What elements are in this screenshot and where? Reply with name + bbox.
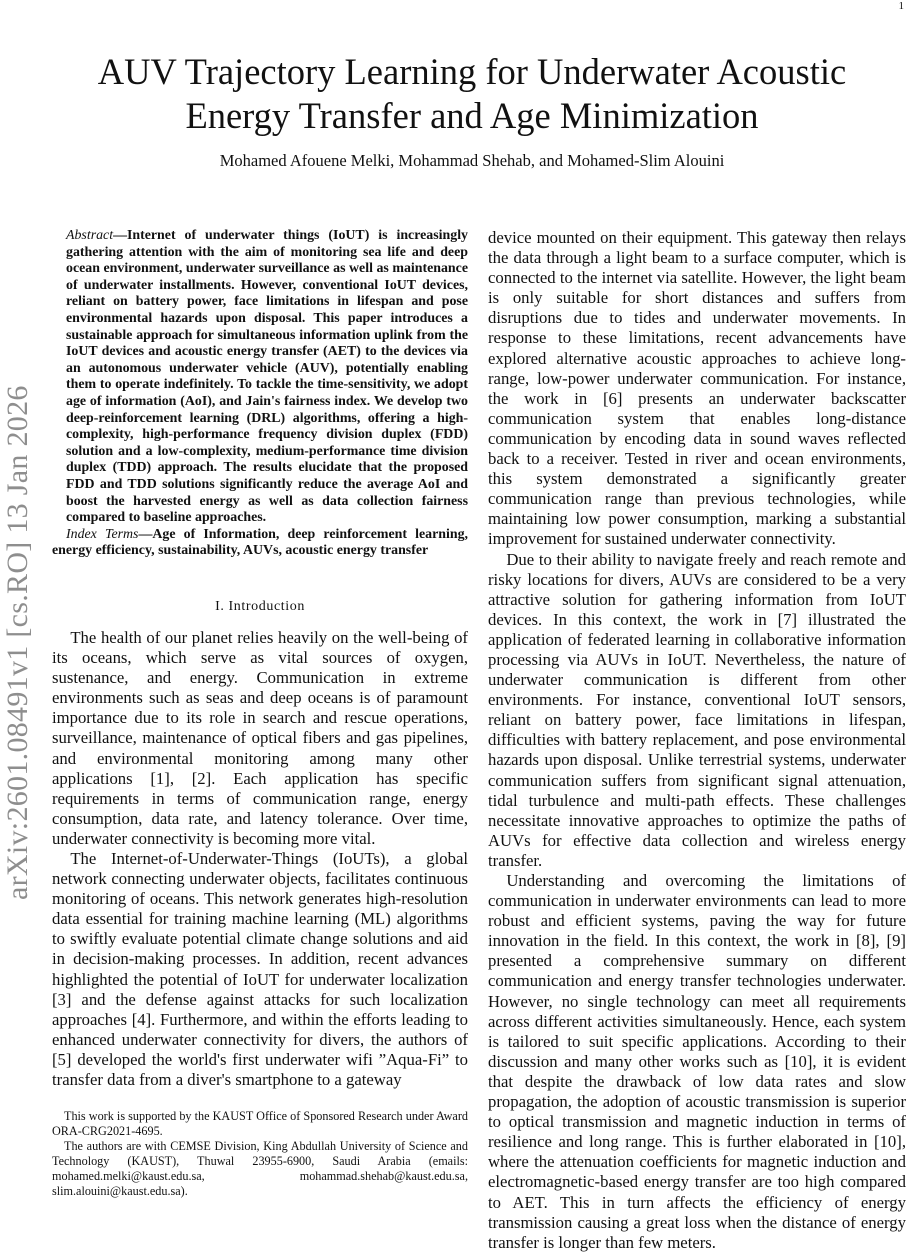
index-terms (52, 527, 468, 560)
body-paragraph: The Internet-of-Underwater-Things (IoUTs), a global network connecting underwater objects, facilitates continuous monitoring of oceans. This network generates high-resolution data essential for training machine learning (ML) algorithms to swiftly evaluate potential climate change solutions and aid in decision-making processes. In addition, recent advances highlighted the potential of IoUT for underwater localization [3] and the defense against attacks for such localization approaches [4]. Furthermore, and within the efforts leading to enhanced underwater connectivity for divers, the authors of [5] developed the world's first underwater wifi ”Aqua-Fi” to transfer data from a diver's smartphone to a gateway (52, 849, 468, 1090)
page-number: 1 (898, 0, 904, 12)
abstract-label: Abstract (66, 228, 114, 243)
right-column (488, 228, 906, 1253)
left-column (52, 228, 468, 1090)
body-paragraph: Understanding and overcoming the limitations of communication in underwater environments can lead to more robust and efficient systems, paving the way for future innovation in the field. In this context, the work in [8], [9] presented a comprehensive summary on different communication and energy transfer technologies underwater. However, no single technology can meet all requirements across different activities simultaneously. Hence, each system is tailored to suit specific applications. According to their discussion and many other works such as [10], it is evident that despite the drawback of low data rates and slow propagation, the adoption of acoustic transmission is superior to optical transmission and magnetic induction in terms of resilience and long range. This is further elaborated in [10], where the attenuation coefficients for magnetic induction and electromagnetic-based energy transfer are too high compared to AET. This in turn affects the efficiency of energy transmission causing a great loss when the distance of energy transfer is longer than few meters. (488, 871, 906, 1252)
footnote-funding: This work is supported by the KAUST Office of Sponsored Research under Award ORA-CRG2021-4695. (52, 1109, 468, 1138)
arxiv-identifier-stamp: arXiv:2601.08491v1 [cs.RO] 13 Jan 2026 (1, 385, 34, 900)
section-heading-introduction: I. Introduction (215, 598, 305, 614)
paper-title: AUV Trajectory Learning for Underwater Acoustic Energy Transfer and Age Minimization (97, 51, 847, 136)
footnote-affiliation: The authors are with CEMSE Division, King Abdullah University of Science and Technology (KAUST), Thuwal 23955-6900, Saudi Arabia (emails: mohamed.melki@kaust.edu.sa, mohammad.shehab@kaust.edu.sa, slim.alouini@kaust.edu.sa). (52, 1139, 468, 1198)
author-list: Mohamed Afouene Melki, Mohammad Shehab, and Mohamed-Slim Alouini (219, 151, 725, 170)
body-paragraph: device mounted on their equipment. This gateway then relays the data through a light beam to a surface computer, which is connected to the internet via satellite. However, the light beam is only suitable for short distances and suffers from disruptions due to tides and underwater movements. In response to these limitations, recent advancements have explored alternative acoustic approaches to achieve long-range, low-power underwater communication. For instance, the work in [6] presents an underwater backscatter communication system that enables long-distance communication by encoding data in sound waves reflected back to a receiver. Tested in river and ocean environments, this system demonstrated a significantly greater communication range than previous technologies, while maintaining low power consumption, marking a substantial improvement for sustained underwater connectivity. (488, 228, 906, 549)
abstract-text: —Internet of underwater things (IoUT) is increasingly gathering attention with the aim of monitoring sea life and deep ocean environment, underwater surveillance as well as maintenance of underwater installments. However, conventional IoUT devices, reliant on battery power, face limitations in lifespan and pose environmental hazards upon disposal. This paper introduces a sustainable approach for simultaneous information uplink from the IoUT devices and acoustic energy transfer (AET) to the devices via an autonomous underwater vehicle (AUV), potentially enabling them to operate indefinitely. To tackle the time-sensitivity, we adopt age of information (AoI), and Jain's fairness index. We develop two deep-reinforcement learning (DRL) algorithms, offering a high-complexity, high-performance frequency division duplex (FDD) solution and a low-complexity, medium-performance time division duplex (TDD) approach. The results elucidate that the proposed FDD and TDD solutions significantly reduce the average AoI and boost the harvested energy as well as data collection fairness compared to baseline approaches. (66, 228, 468, 526)
body-paragraph: Due to their ability to navigate freely and reach remote and risky locations for divers, AUVs are considered to be a very attractive solution for gathering information from IoUT devices. In this context, the work in [7] illustrated the application of federated learning in collaborative information processing via AUVs in IoUT. Nevertheless, the nature of underwater communication is different from other environments. For instance, conventional IoUT sensors, reliant on battery power, face limitations in lifespan, difficulties with battery replacement, and pose environmental hazards upon disposal. Unlike terrestrial systems, underwater communication suffers from significant signal attenuation, tidal turbulence and multi-path effects. These challenges necessitate innovative approaches to optimize the paths of AUVs for effective data collection and wireless energy transfer. (488, 549, 906, 870)
index-terms-text: —Age of Information, deep reinforcement learning, energy efficiency, sustainability, AUVs, acoustic energy transfer (52, 526, 468, 559)
footnotes (52, 1109, 468, 1199)
index-terms-label: Index Terms (66, 526, 139, 542)
body-paragraph: The health of our planet relies heavily on the well-being of its oceans, which serve as vital sources of oxygen, sustenance, and energy. Communication in extreme environments such as seas and deep oceans is of paramount importance due to its role in search and rescue operations, surveillance, maintenance of optical fibers and gas pipelines, and environmental monitoring among many other applications [1], [2]. Each application has specific requirements in terms of communication range, energy consumption, data rate, and latency tolerance. Over time, underwater connectivity is becoming more vital. (52, 627, 468, 848)
abstract (52, 228, 468, 527)
